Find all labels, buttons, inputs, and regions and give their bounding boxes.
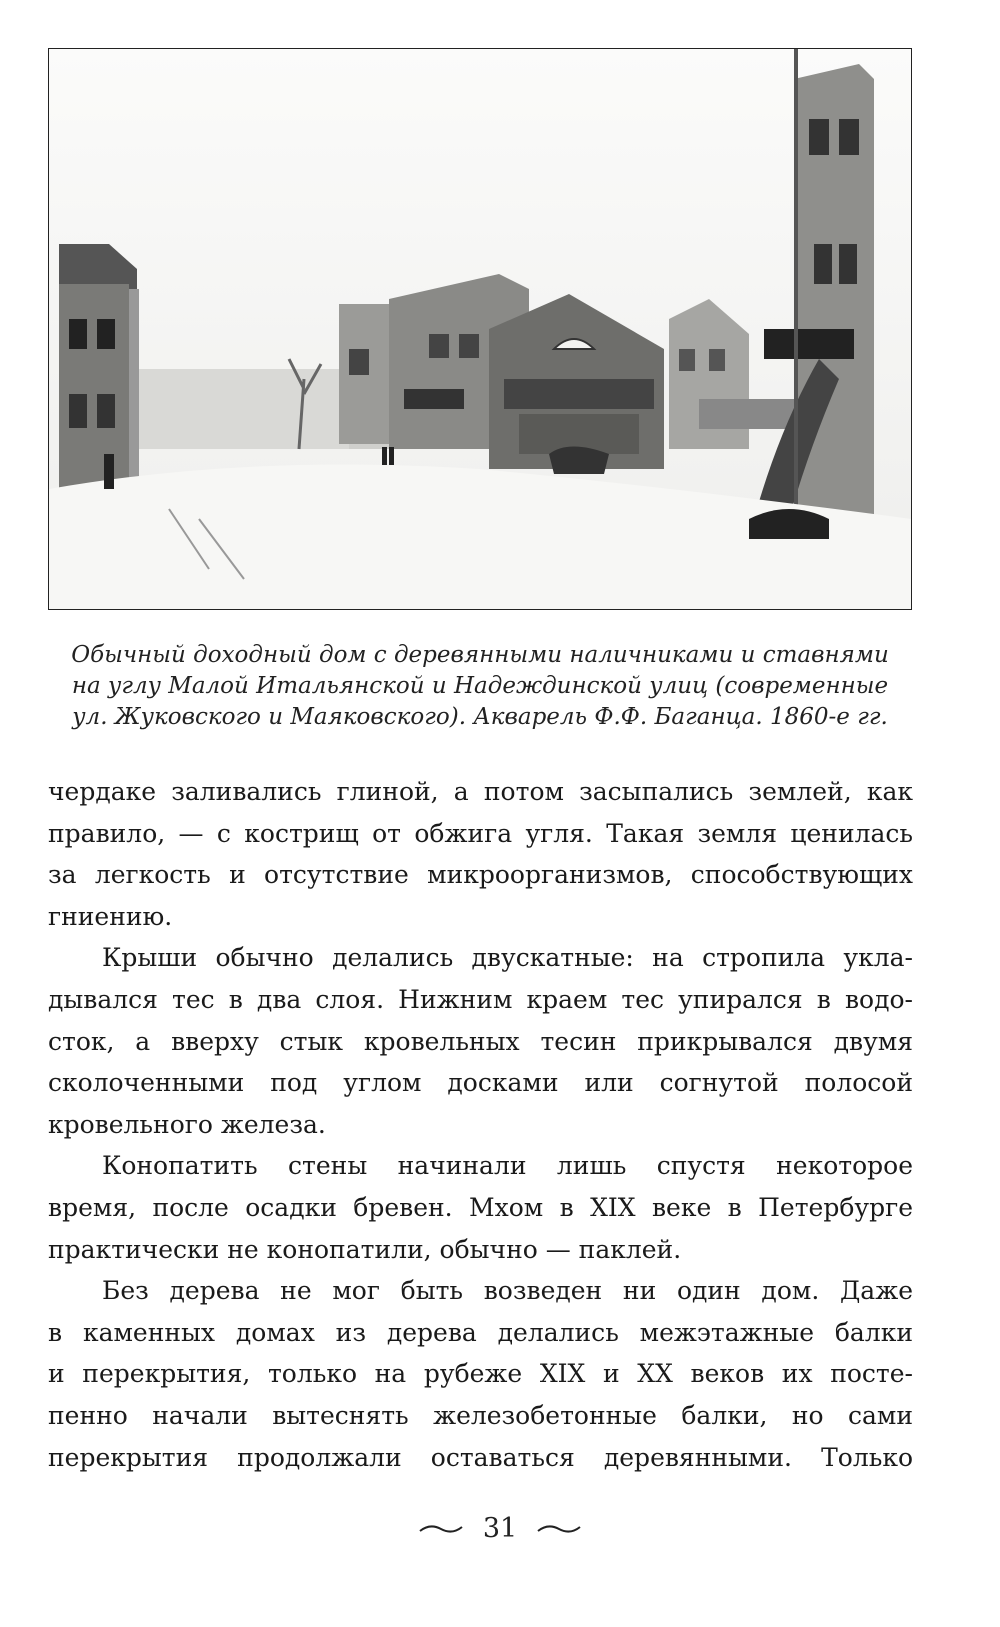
caption-line: ул. Жуковского и Маяковского). Акварель Ф.Ф. Баганца. 1860-е гг.: [72, 704, 888, 730]
text-line: чердаке заливались глиной, а потом засыпались землей, как: [48, 777, 913, 806]
text-line: сколоченными под углом досками или согнутой полосой: [48, 1068, 913, 1098]
text-line: кровельного железа.: [48, 1109, 326, 1139]
text-line: сток, а вверху стык кровельных тесин прикрывался двумя: [48, 1026, 913, 1056]
page-footer: [0, 1512, 1000, 1544]
left-house: [59, 244, 139, 499]
text-line: практически не конопатили, обычно — паклей.: [48, 1234, 682, 1264]
text-line: за легкость и отсутствие микроорганизмов, способствующих: [48, 860, 913, 890]
figure-caption: [40, 640, 920, 733]
watercolor-street-scene: [49, 49, 911, 609]
text-line: пенно начали вытеснять железобетонные балки, но сами: [48, 1400, 913, 1430]
swash-right-icon: [536, 1522, 582, 1536]
caption-line: Обычный доходный дом с деревянными наличниками и ставнями: [71, 642, 889, 668]
text-line: Крыши обычно делались двускатные: на стропила укла-: [102, 943, 913, 973]
text-line: правило, — с кострищ от обжига угля. Такая земля ценилась: [48, 818, 913, 848]
text-line: в каменных домах из дерева делались межэтажные балки: [48, 1317, 913, 1347]
page-number: 31: [482, 1513, 518, 1544]
text-line: дывался тес в два слоя. Нижним краем тес упирался в водо-: [48, 984, 913, 1014]
paragraph: [48, 1270, 913, 1478]
paragraph: [48, 771, 913, 937]
swash-left-icon: [418, 1522, 464, 1536]
text-line: перекрытия продолжали оставаться деревянными. Только: [48, 1442, 913, 1472]
text-line: и перекрытия, только на рубеже XIX и XX веков их посте-: [48, 1359, 913, 1389]
caption-line: на углу Малой Итальянской и Надеждинской улиц (современные: [71, 673, 889, 699]
illustration: [48, 48, 912, 610]
text-line: гниению.: [48, 901, 173, 931]
paragraph: [48, 937, 913, 1145]
body-text: [48, 771, 913, 1478]
text-line: Конопатить стены начинали лишь спустя некоторое: [102, 1151, 913, 1181]
text-line: время, после осадки бревен. Мхом в XIX веке в Петербурге: [48, 1192, 913, 1222]
text-line: Без дерева не мог быть возведен ни один дом. Даже: [102, 1276, 913, 1306]
paragraph: [48, 1145, 913, 1270]
